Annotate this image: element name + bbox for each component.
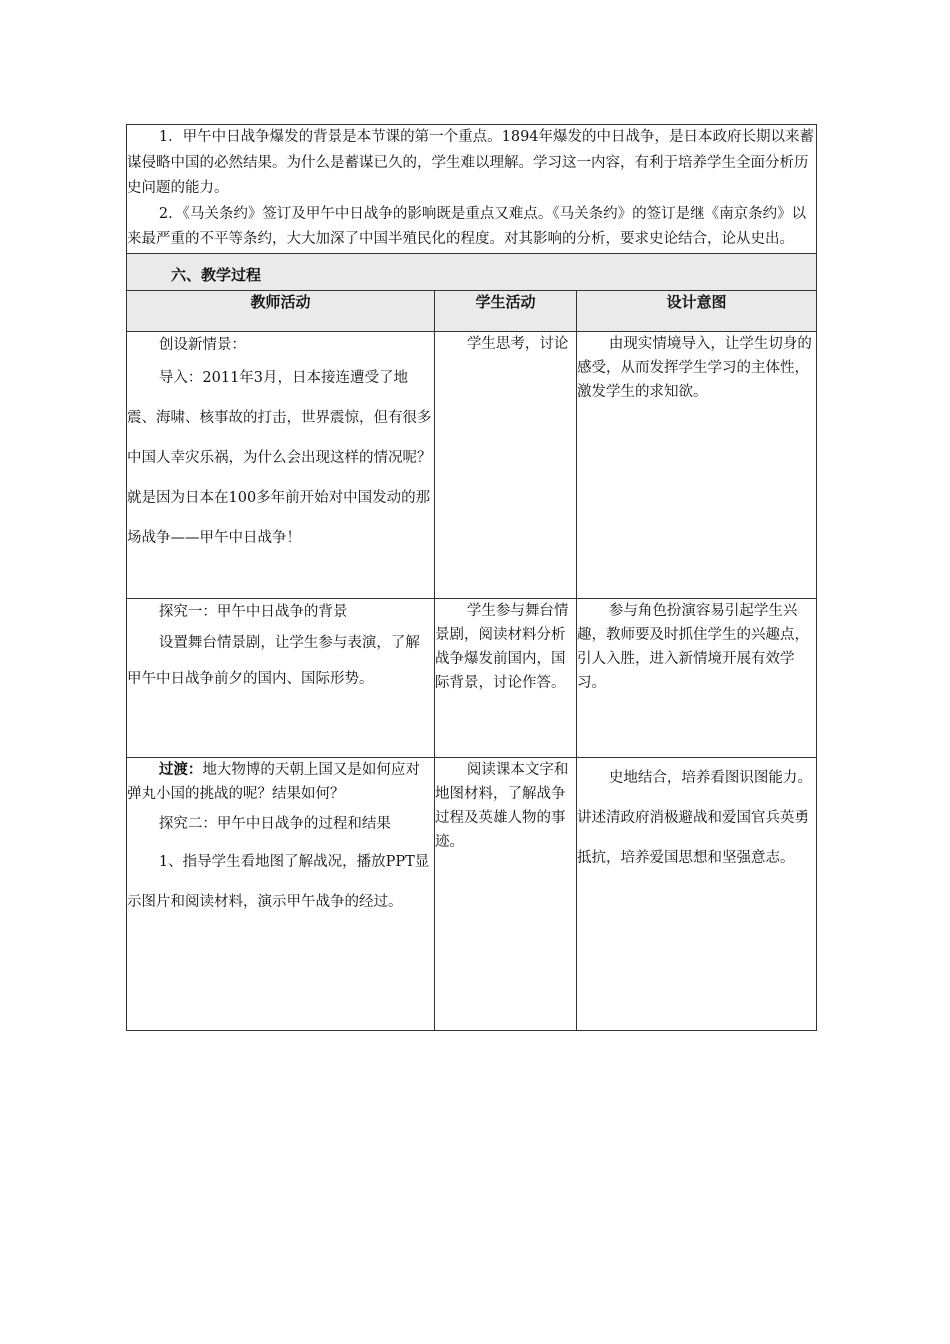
design-cell (577, 598, 817, 757)
lesson-plan-table (126, 124, 817, 1031)
header-design: 设计意图 (577, 290, 817, 331)
design-cell (577, 331, 817, 598)
table-row (127, 598, 817, 757)
design-text: 参与角色扮演容易引起学生兴趣，教师要及时抓住学生的兴趣点，引人入胜，进入新情境开展有效学习。 (577, 602, 809, 691)
teacher-line: 创设新情景： (158, 336, 246, 353)
design-text: 由现实情境导入，让学生切身的感受，从而发挥学生学习的主体性，激发学生的求知欲。 (577, 335, 812, 400)
section-row (127, 253, 817, 290)
student-cell (435, 331, 577, 598)
header-teacher: 教师活动 (127, 290, 435, 331)
intro-paragraph-1: 1．甲午中日战争爆发的背景是本节课的第一个重点。1894年爆发的中日战争，是日本政府长期以来蓄谋侵略中国的必然结果。为什么是蓄谋已久的，学生难以理解。学习这一内容，有利于培养学生全面分析历史问题的能力。 (127, 129, 815, 196)
intro-paragraph-2: 2．《马关条约》签订及甲午中日战争的影响既是重点又难点。《马关条约》的签订是继《南京条约》以来最严重的不平等条约，大大加深了中国半殖民化的程度。对其影响的分析，要求史论结合，论从史出。 (127, 205, 807, 247)
student-text: 学生参与舞台情景剧，阅读材料分析战争爆发前国内，国际背景，讨论作答。 (435, 602, 569, 691)
teacher-cell (127, 598, 435, 757)
teacher-cell (127, 757, 435, 1030)
teacher-line: 1、指导学生看地图了解战况，播放PPT显示图片和阅读材料，演示甲午战争的经过。 (127, 853, 430, 910)
teacher-line: 导入：2011年3月，日本接连遭受了地震、海啸、核事故的打击，世界震惊，但有很多中国人幸灾乐祸，为什么会出现这样的情况呢？就是因为日本在100多年前开始对中国发动的那场战争——甲午中日战争！ (127, 369, 432, 546)
transition-text: 地大物博的天朝上国又是如何应对弹丸小国的挑战的呢？结果如何？ (127, 761, 420, 802)
student-cell (435, 757, 577, 1030)
table-row (127, 757, 817, 1030)
header-row (127, 290, 817, 331)
teacher-line (127, 758, 434, 806)
teacher-line: 探究一：甲午中日战争的背景 (158, 603, 348, 620)
student-cell (435, 598, 577, 757)
student-text: 阅读课本文字和地图材料，了解战争过程及英雄人物的事迹。 (435, 761, 569, 850)
intro-cell (127, 125, 817, 254)
teacher-cell (127, 331, 435, 598)
teacher-line: 设置舞台情景剧，让学生参与表演，了解甲午中日战争前夕的国内、国际形势。 (127, 634, 420, 687)
transition-label: 过渡： (158, 760, 203, 778)
section-title-cell (127, 253, 817, 290)
section-title: 六、教学过程 (171, 265, 262, 284)
design-cell (577, 757, 817, 1030)
table-row (127, 331, 817, 598)
student-text: 学生思考，讨论 (466, 335, 569, 352)
teacher-line: 探究二：甲午中日战争的过程和结果 (158, 815, 391, 832)
header-student: 学生活动 (435, 290, 577, 331)
intro-row (127, 125, 817, 254)
design-text: 史地结合，培养看图识图能力。讲述清政府消极避战和爱国官兵英勇抵抗，培养爱国思想和坚强意志。 (577, 769, 812, 866)
